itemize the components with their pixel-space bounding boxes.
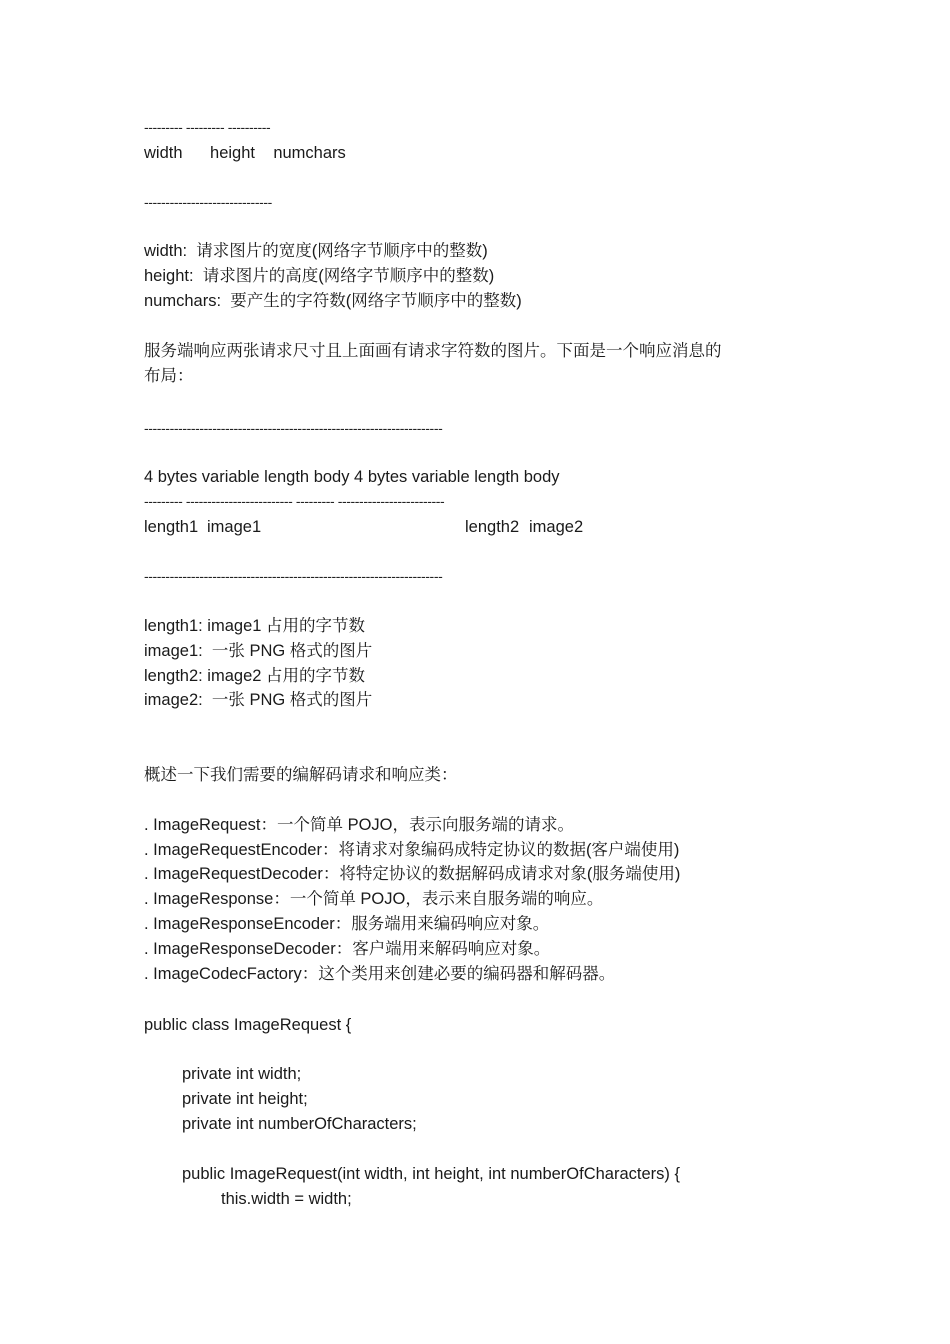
response-header-row: 4 bytes variable length body 4 bytes variable length body — [144, 468, 560, 486]
image2-description: image2: 一张 PNG 格式的图片 — [144, 691, 373, 709]
length1-description: length1: image1 占用的字节数 — [144, 617, 366, 635]
image1-label: image1 — [207, 518, 262, 536]
request-header-row: width height numchars — [144, 144, 346, 162]
response-intro-line2: 布局： — [144, 367, 194, 385]
class-list-item: . ImageResponseDecoder：客户端用来解码响应对象。 — [144, 940, 551, 958]
code-class-declaration: public class ImageRequest { — [144, 1016, 352, 1034]
response-dash-bottom: ---------------------------------------------------------------------- — [144, 568, 443, 584]
height-description: height: 请求图片的高度(网络字节顺序中的整数) — [144, 267, 495, 285]
response-intro-line1: 服务端响应两张请求尺寸且上面画有请求字符数的图片。下面是一个响应消息的 — [144, 342, 722, 360]
code-constructor-body-line: this.width = width; — [221, 1190, 352, 1208]
response-dash-row: --------- ------------------------- --------- ------------------------- — [144, 493, 445, 509]
length1-label: length1 — [144, 518, 199, 536]
length2-description: length2: image2 占用的字节数 — [144, 667, 366, 685]
code-field-width: private int width; — [182, 1065, 302, 1083]
length2-label: length2 — [465, 518, 520, 536]
numchars-description: numchars: 要产生的字符数(网络字节顺序中的整数) — [144, 292, 522, 310]
class-list-item: . ImageRequestDecoder：将特定协议的数据解码成请求对象(服务端使用) — [144, 865, 681, 883]
class-list-item: . ImageRequestEncoder：将请求对象编码成特定协议的数据(客户端使用) — [144, 841, 680, 859]
code-field-numchars: private int numberOfCharacters; — [182, 1115, 417, 1133]
class-list-item: . ImageResponseEncoder：服务端用来编码响应对象。 — [144, 915, 550, 933]
code-constructor-declaration: public ImageRequest(int width, int height, int numberOfCharacters) { — [182, 1165, 680, 1183]
image2-label: image2 — [529, 518, 584, 536]
class-list-item: . ImageRequest：一个简单 POJO，表示向服务端的请求。 — [144, 816, 574, 834]
request-dash-bottom: ------------------------------ — [144, 194, 272, 210]
image1-description: image1: 一张 PNG 格式的图片 — [144, 642, 373, 660]
class-list-item: . ImageCodecFactory：这个类用来创建必要的编码器和解码器。 — [144, 965, 616, 983]
width-description: width: 请求图片的宽度(网络字节顺序中的整数) — [144, 242, 488, 260]
response-dash-top: ---------------------------------------------------------------------- — [144, 420, 443, 436]
request-dash-row: --------- --------- ---------- — [144, 119, 271, 135]
code-field-height: private int height; — [182, 1090, 308, 1108]
class-list-item: . ImageResponse：一个简单 POJO，表示来自服务端的响应。 — [144, 890, 604, 908]
classes-intro: 概述一下我们需要的编解码请求和响应类： — [144, 766, 458, 784]
